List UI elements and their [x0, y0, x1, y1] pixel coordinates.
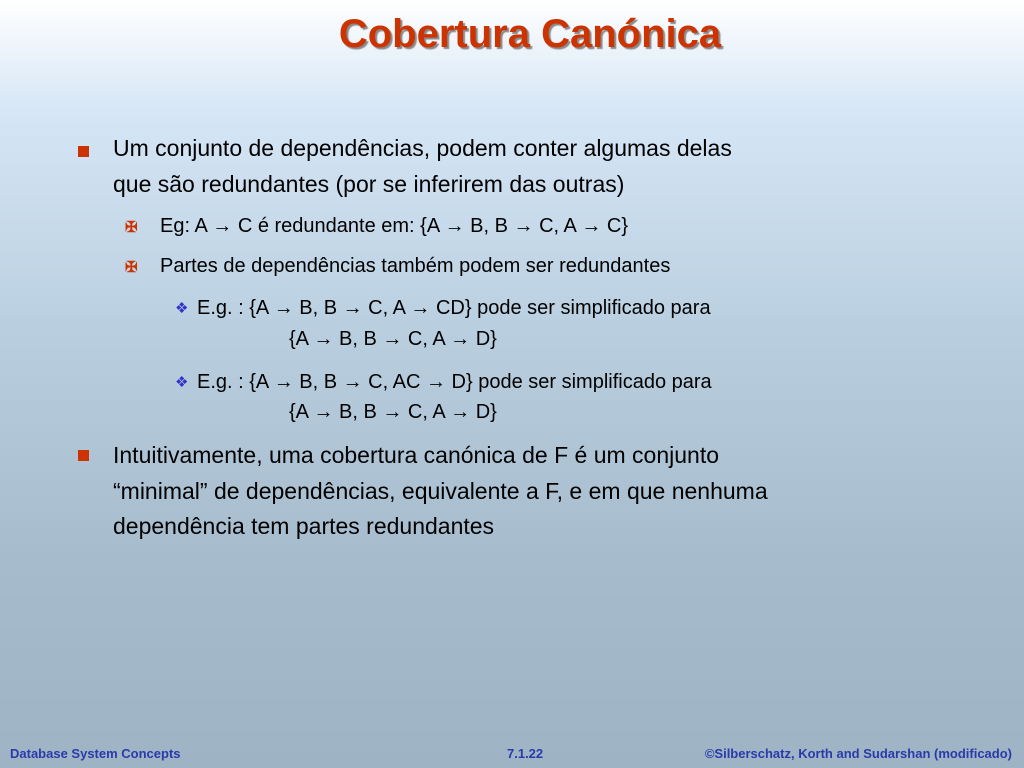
- example-text: {A → B, B → C, A → D}: [289, 328, 497, 350]
- footer-left: Database System Concepts: [10, 746, 181, 761]
- cross-bullet-icon: ✠: [125, 259, 138, 276]
- footer-copyright: ©Silberschatz, Korth and Sudarshan (modificado): [704, 746, 1012, 761]
- example-text: E.g. : {A → B, B → C, A → CD} pode ser simplificado para: [197, 297, 711, 319]
- diamond-bullet-icon: ❖: [175, 374, 189, 391]
- square-bullet-icon: [78, 146, 89, 157]
- bullet-text: Intuitivamente, uma cobertura canónica de F é um conjunto: [113, 442, 720, 468]
- example-text: E.g. : {A → B, B → C, AC → D} pode ser simplificado para: [197, 371, 712, 393]
- bullet-text: dependência tem partes redundantes: [113, 513, 495, 539]
- bullet-text: “minimal” de dependências, equivalente a F, e em que nenhuma: [113, 478, 768, 504]
- bullet-text: que são redundantes (por se inferirem das outras): [113, 171, 625, 197]
- diamond-bullet-icon: ❖: [175, 300, 189, 317]
- footer-page-number: 7.1.22: [507, 746, 544, 761]
- cross-bullet-icon: ✠: [125, 219, 138, 236]
- subitem-text: Partes de dependências também podem ser redundantes: [160, 255, 671, 277]
- square-bullet-icon: [78, 450, 89, 461]
- slide-title: Cobertura Canónica: [338, 12, 722, 56]
- example-text: {A → B, B → C, A → D}: [289, 401, 497, 423]
- bullet-text: Um conjunto de dependências, podem conter algumas delas: [113, 135, 732, 161]
- subitem-text: Eg: A → C é redundante em: {A → B, B → C, A → C}: [160, 215, 629, 237]
